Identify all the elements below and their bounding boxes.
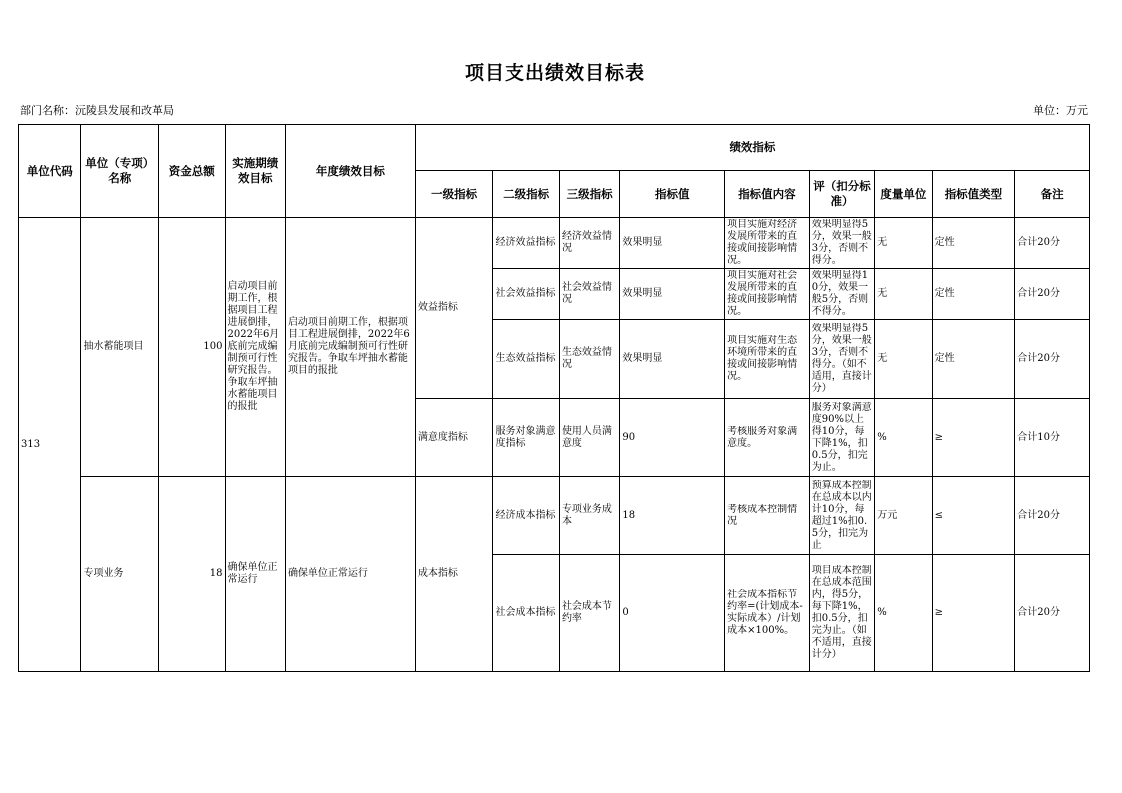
level1-cell: 效益指标 — [415, 218, 493, 399]
project-period-goal-cell: 确保单位正常运行 — [225, 477, 285, 672]
value-type-cell: 定性 — [932, 320, 1015, 399]
value-cell: 0 — [620, 555, 725, 672]
criteria-text: 服务对象满意度90%以上得10分，每下降1%，扣0.5分，扣完为止。 — [811, 401, 872, 473]
level3-cell: 社会效益情况 — [559, 269, 619, 320]
header-unit-code: 单位代码 — [19, 125, 81, 218]
criteria-text: 项目成本控制在总成本范围内，得5分，每下降1%，扣0.5分，扣完为止。（如不适用，直接计分） — [811, 565, 872, 660]
level3-cell: 生态效益情况 — [559, 320, 619, 399]
criteria-text: 效果明显得10分，效果一般5分，否则不得分。 — [811, 270, 869, 317]
project-annual-goal-cell: 启动项目前期工作，根据项目工程进展倒排，2022年6月底前完成编制预可行性研究报告。争取车坪抽水蓄能项目的报批 — [285, 218, 415, 477]
content-cell — [725, 555, 810, 672]
value-type-cell: ≥ — [932, 399, 1015, 477]
criteria-cell — [809, 399, 874, 477]
content-cell — [725, 320, 810, 399]
header-level2: 二级指标 — [493, 171, 559, 218]
remark-cell: 合计20分 — [1015, 218, 1090, 269]
header-value-type: 指标值类型 — [932, 171, 1015, 218]
value-cell: 效果明显 — [620, 269, 725, 320]
unit-code-cell: 313 — [19, 218, 81, 672]
content-text: 项目实施对社会发展所带来的直接或间接影响情况。 — [727, 270, 798, 317]
value-type-cell: ≤ — [932, 477, 1015, 555]
remark-cell: 合计20分 — [1015, 320, 1090, 399]
level2-cell: 服务对象满意度指标 — [493, 399, 559, 477]
content-text: 项目实施对生态环境所带来的直接或间接影响情况。 — [727, 335, 798, 382]
header-unit-name: 单位（专项）名称 — [81, 125, 159, 218]
criteria-text: 预算成本控制在总成本以内计10分，每超过1%扣0.5分，扣完为止 — [811, 479, 872, 551]
measure-unit-cell: % — [875, 399, 932, 477]
level2-cell: 生态效益指标 — [493, 320, 559, 399]
remark-cell: 合计20分 — [1015, 555, 1090, 672]
measure-unit-cell: % — [875, 555, 932, 672]
level2-cell: 经济效益指标 — [493, 218, 559, 269]
measure-unit-cell: 无 — [875, 269, 932, 320]
content-text: 考核服务对象满意度。 — [727, 425, 798, 449]
content-cell — [725, 218, 810, 269]
header-period-goal: 实施期绩效目标 — [225, 125, 285, 218]
page-title: 项目支出绩效目标表 — [464, 62, 645, 84]
level3-cell: 使用人员满意度 — [559, 399, 619, 477]
table-row — [19, 218, 1090, 269]
level2-cell: 经济成本指标 — [493, 477, 559, 555]
value-type-cell: 定性 — [932, 269, 1015, 320]
header-value: 指标值 — [620, 171, 725, 218]
criteria-cell — [809, 555, 874, 672]
criteria-cell — [809, 218, 874, 269]
level2-cell: 社会成本指标 — [493, 555, 559, 672]
header-content: 指标值内容 — [725, 171, 810, 218]
criteria-text: 效果明显得5分，效果一般3分，否则不得分。（如不适用，直接计分） — [811, 323, 872, 394]
header-indicators: 绩效指标 — [415, 125, 1089, 171]
header-remark: 备注 — [1015, 171, 1090, 218]
level3-cell: 经济效益情况 — [559, 218, 619, 269]
header-level3: 三级指标 — [559, 171, 619, 218]
remark-cell: 合计20分 — [1015, 269, 1090, 320]
currency-unit: 单位：万元 — [1033, 104, 1088, 117]
content-text: 项目实施对经济发展所带来的直接或间接影响情况。 — [727, 219, 798, 266]
value-cell: 效果明显 — [620, 218, 725, 269]
project-name-cell: 专项业务 — [81, 477, 159, 672]
header-annual-goal: 年度绩效目标 — [285, 125, 415, 218]
project-period-goal-cell: 启动项目前期工作，根据项目工程进展倒排，2022年6月底前完成编制预可行性研究报告。争取车坪抽水蓄能项目的报批 — [225, 218, 285, 477]
header-level1: 一级指标 — [415, 171, 493, 218]
value-cell: 效果明显 — [620, 320, 725, 399]
criteria-cell — [809, 269, 874, 320]
remark-cell: 合计10分 — [1015, 399, 1090, 477]
header-criteria: 评（扣分标准） — [809, 171, 874, 218]
measure-unit-cell: 万元 — [875, 477, 932, 555]
table-row — [19, 477, 1090, 555]
remark-cell: 合计20分 — [1015, 477, 1090, 555]
department-name: 部门名称：沅陵县发展和改革局 — [20, 104, 174, 117]
content-cell — [725, 477, 810, 555]
level3-cell: 社会成本节约率 — [559, 555, 619, 672]
level1-cell: 满意度指标 — [415, 399, 493, 477]
criteria-text: 效果明显得5分，效果一般3分，否则不得分。 — [811, 219, 872, 266]
content-text: 社会成本指标节约率=(计划成本-实际成本）/计划成本×100%。 — [727, 589, 803, 636]
content-text: 考核成本控制情况 — [727, 503, 798, 527]
content-cell — [725, 269, 810, 320]
criteria-cell — [809, 320, 874, 399]
measure-unit-cell: 无 — [875, 218, 932, 269]
criteria-cell — [809, 477, 874, 555]
value-cell: 18 — [620, 477, 725, 555]
header-total-funds: 资金总额 — [159, 125, 225, 218]
project-annual-goal-cell: 确保单位正常运行 — [285, 477, 415, 672]
level3-cell: 专项业务成本 — [559, 477, 619, 555]
header-measure-unit: 度量单位 — [875, 171, 932, 218]
performance-table — [18, 124, 1090, 672]
value-cell: 90 — [620, 399, 725, 477]
value-type-cell: ≥ — [932, 555, 1015, 672]
project-name-cell: 抽水蓄能项目 — [81, 218, 159, 477]
level2-cell: 社会效益指标 — [493, 269, 559, 320]
level1-cell: 成本指标 — [415, 477, 493, 672]
project-amount-cell: 100 — [159, 218, 225, 477]
measure-unit-cell: 无 — [875, 320, 932, 399]
project-amount-cell: 18 — [159, 477, 225, 672]
value-type-cell: 定性 — [932, 218, 1015, 269]
content-cell — [725, 399, 810, 477]
